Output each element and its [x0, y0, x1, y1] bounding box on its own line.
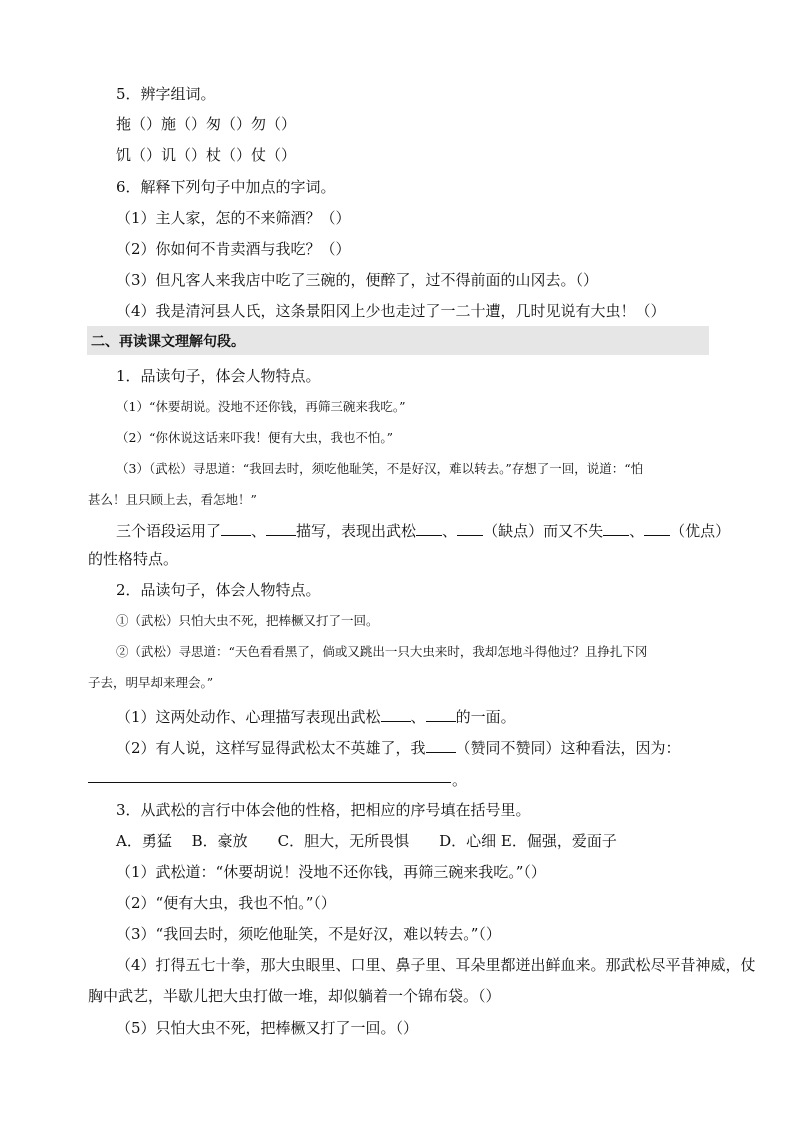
fill-text: （缺点）而又不失 [483, 522, 604, 540]
fill-text: 描写，表现出武松 [296, 522, 417, 540]
s2-q3-item-4b: 胸中武艺，半歇儿把大虫打做一堆，却似躺着一个锦布袋。（） [88, 987, 501, 1005]
answer-line[interactable] [88, 782, 451, 783]
s2-q2-sub1 [116, 707, 516, 727]
answer-blank[interactable] [221, 521, 251, 536]
s2-q1-quote-3: （3）（武松）寻思道：“我回去时，须吃他耻笑，不是好汉，难以转去。”存想了一回，说道：“怕 [116, 461, 644, 476]
q6-item-1: （1）主人家，怎的不来筛酒？（） [116, 209, 351, 227]
s2-q3-options: A．勇猛 B．豪放 C．胆大，无所畏惧 D．心细 E．倔强，爱面子 [116, 832, 617, 850]
answer-blank[interactable] [644, 521, 670, 536]
q5-title: 5．辨字组词。 [116, 85, 216, 103]
s2-q2-sub2 [116, 738, 681, 758]
s2-q3-item-4a: （4）打得五七十拳，那大虫眼里、口里、鼻子里、耳朵里都迸出鲜血来。那武松尽平昔神威，仗 [116, 956, 756, 974]
s2-q1-fill-line [116, 521, 730, 541]
q6-item-4: （4）我是清河县人氏，这条景阳冈上少也走过了一二十遭，几时见说有大虫！（） [116, 302, 666, 320]
s2-q3-item-3: （3）“我回去时，须吃他耻笑，不是好汉，难以转去。”（） [116, 925, 501, 943]
answer-blank[interactable] [381, 707, 411, 722]
q6-item-2: （2）你如何不肯卖酒与我吃？（） [116, 240, 351, 258]
q5-row2: 饥（）讥（）杖（）仗（） [116, 146, 297, 164]
s2-q2-quote-1: ①（武松）只怕大虫不死，把棒橛又打了一回。 [116, 613, 379, 628]
answer-blank[interactable] [457, 521, 483, 536]
s2-q1-quote-2: （2）“你休说这话来吓我！便有大虫，我也不怕。” [116, 430, 393, 445]
s2-q1-fill-end: 的性格特点。 [88, 550, 179, 568]
fill-text: 、 [251, 522, 267, 540]
s2-q1-title: 1．品读句子，体会人物特点。 [116, 367, 321, 385]
q5-row1: 拖（）施（）匆（）勿（） [116, 115, 297, 133]
answer-blank[interactable] [416, 521, 442, 536]
fill-text: 三个语段运用了 [116, 522, 222, 540]
s2-q3-item-2: （2）“便有大虫，我也不怕。”（） [116, 894, 336, 912]
fill-text: 的一面。 [455, 708, 516, 726]
s2-q1-quote-1: （1）“休要胡说。没地不还你钱，再筛三碗来我吃。” [116, 399, 406, 414]
fill-text: （1）这两处动作、心理描写表现出武松 [116, 708, 381, 726]
answer-blank[interactable] [426, 738, 456, 753]
answer-blank[interactable] [266, 521, 296, 536]
fill-text: （2）有人说，这样写显得武松太不英雄了，我 [116, 739, 426, 757]
s2-q2-quote-2a: ②（武松）寻思道：“天色看看黑了，倘或又跳出一只大虫来时，我却怎地斗得他过？且挣扎下冈 [116, 644, 648, 659]
answer-blank[interactable] [426, 707, 456, 722]
q6-item-3: （3）但凡客人来我店中吃了三碗的，便醉了，过不得前面的山冈去。（） [116, 271, 599, 289]
s2-q2-title: 2．品读句子，体会人物特点。 [116, 581, 321, 599]
fill-text: （优点） [670, 522, 731, 540]
q6-title: 6．解释下列句子中加点的字词。 [116, 178, 336, 196]
s2-q2-quote-2b: 子去，明早却来理会。” [88, 675, 214, 690]
fill-text: 、 [410, 708, 426, 726]
s2-q2-sub2-end: 。 [452, 771, 468, 789]
fill-text: 、 [629, 522, 645, 540]
s2-q3-item-5: （5）只怕大虫不死，把棒橛又打了一回。（） [116, 1019, 419, 1037]
s2-q1-quote-4: 甚么！且只顾上去，看怎地！” [88, 492, 257, 507]
section-heading: 二、再读课文理解句段。 [91, 334, 245, 350]
fill-text: （赞同不赞同）这种看法，因为： [455, 739, 681, 757]
s2-q3-title: 3．从武松的言行中体会他的性格，把相应的序号填在括号里。 [116, 801, 531, 819]
answer-blank[interactable] [603, 521, 629, 536]
s2-q3-item-1: （1）武松道：“休要胡说！没地不还你钱，再筛三碗来我吃。”（） [116, 863, 546, 881]
section-heading-bar [87, 326, 709, 355]
fill-text: 、 [442, 522, 458, 540]
